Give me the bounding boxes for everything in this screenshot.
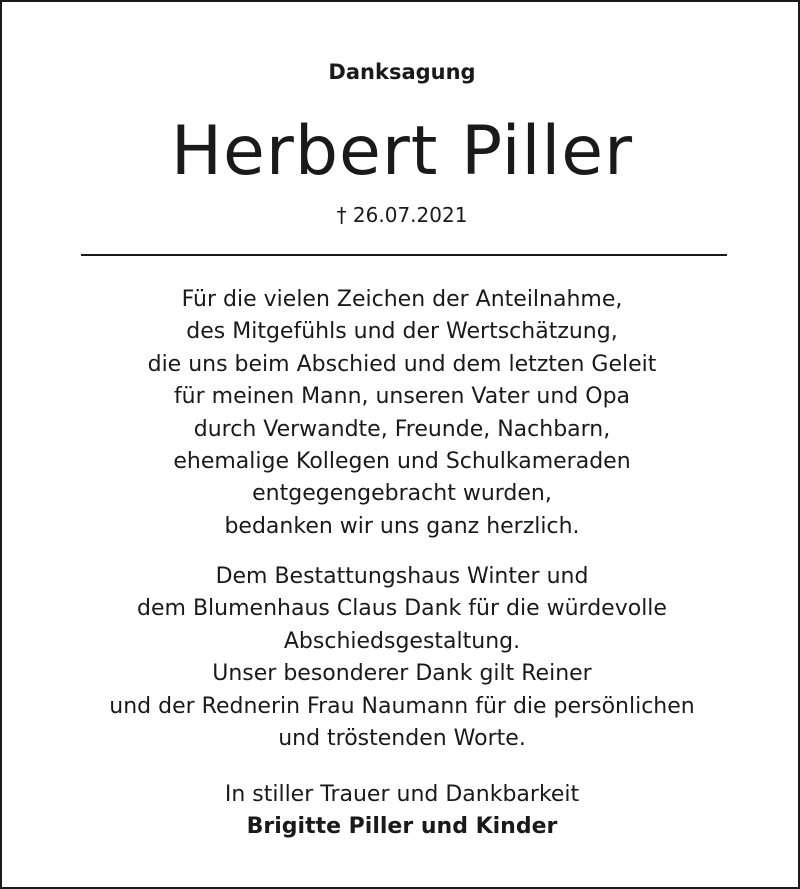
text-line: des Mitgefühls und der Wertschätzung, [186, 319, 618, 345]
divider-line [81, 254, 727, 256]
text-line: Dem Bestattungshaus Winter und [215, 564, 589, 589]
text-line: und der Rednerin Frau Naumann für die persönlichen [109, 693, 695, 719]
death-date: † 26.07.2021 [336, 203, 468, 227]
thanks-paragraph [2, 284, 800, 543]
text-line: dem Blumenhaus Claus Dank für die würdevolle [137, 596, 667, 622]
text-line: Für die vielen Zeichen der Anteilnahme, [181, 287, 623, 312]
acknowledgement-paragraph [2, 561, 800, 755]
text-line: entgegengebracht wurden, [252, 481, 552, 507]
text-line: Unser besonderer Dank gilt Reiner [212, 661, 592, 687]
text-line: für meinen Mann, unseren Vater und Opa [173, 384, 631, 410]
text-line: und tröstenden Worte. [278, 726, 526, 752]
text-line: die uns beim Abschied und dem letzten Geleit [147, 351, 657, 377]
text-line: ehemalige Kollegen und Schulkameraden [173, 449, 631, 475]
notice-heading: Danksagung [328, 60, 476, 84]
text-line: Abschiedsgestaltung. [283, 628, 521, 654]
signature: Brigitte Piller und Kinder [246, 814, 558, 840]
text-line: durch Verwandte, Freunde, Nachbarn, [193, 416, 611, 442]
closing-block [2, 779, 800, 844]
text-line: bedanken wir uns ganz herzlich. [224, 513, 580, 539]
closing-line: In stiller Trauer und Dankbarkeit [224, 782, 580, 807]
deceased-name: Herbert Piller [170, 112, 634, 191]
